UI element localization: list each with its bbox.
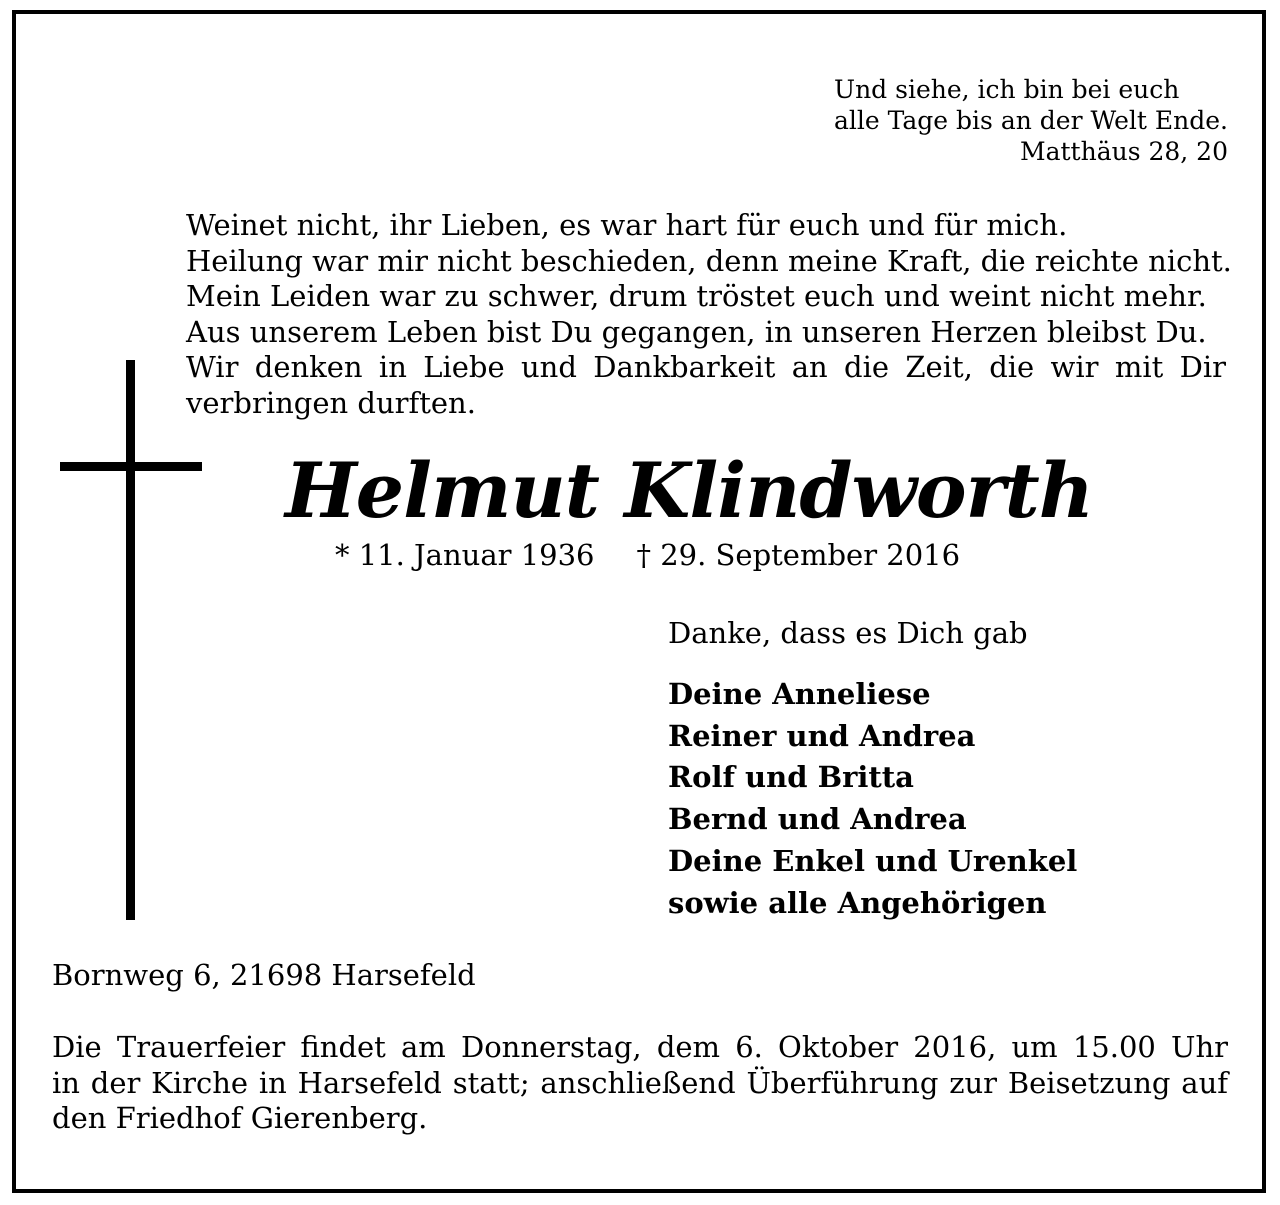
verse-reference: Matthäus 28, 20 <box>1020 137 1228 166</box>
service-line: in der Kirche in Harsefeld statt; anschließend Überführung zur Beisetzung auf <box>52 1065 1228 1100</box>
funeral-service-info <box>52 1030 1228 1137</box>
cross-icon-bar <box>60 462 202 471</box>
verse-line: Und siehe, ich bin bei euch <box>834 75 1180 104</box>
verse-line: alle Tage bis an der Welt Ende. <box>834 106 1228 135</box>
service-line: den Friedhof Gierenberg. <box>52 1101 428 1135</box>
death-date: † 29. September 2016 <box>636 538 961 572</box>
poem-line: Mein Leiden war zu schwer, drum tröstet euch und weint nicht mehr. <box>186 279 1207 313</box>
thanks-line: Danke, dass es Dich gab <box>668 616 1028 650</box>
bible-verse <box>834 74 1228 167</box>
poem-line: Aus unserem Leben bist Du gegangen, in unseren Herzen bleibst Du. <box>186 314 1207 349</box>
deceased-name: Helmut Klindworth <box>285 446 1093 535</box>
poem <box>186 208 1232 421</box>
notice-border <box>12 10 1266 1193</box>
family-list <box>668 674 1077 924</box>
address: Bornweg 6, 21698 Harsefeld <box>52 958 476 992</box>
service-line: Die Trauerfeier findet am Donnerstag, dem 6. Oktober 2016, um 15.00 Uhr <box>52 1030 1228 1064</box>
poem-line: Weinet nicht, ihr Lieben, es war hart für euch und für mich. <box>186 208 1068 242</box>
family-member: Bernd und Andrea <box>668 802 967 837</box>
family-member: Deine Anneliese <box>668 677 931 711</box>
poem-line: Heilung war mir nicht beschieden, denn meine Kraft, die reichte nicht. <box>186 243 1232 278</box>
birth-date: * 11. Januar 1936 <box>335 538 595 572</box>
life-dates <box>335 538 960 572</box>
family-member: sowie alle Angehörigen <box>668 885 1047 920</box>
poem-line: Wir denken in Liebe und Dankbarkeit an die Zeit, die wir mit Dir <box>186 350 1226 384</box>
cross-icon <box>126 360 135 920</box>
family-member: Rolf und Britta <box>668 760 914 795</box>
family-member: Deine Enkel und Urenkel <box>668 843 1078 878</box>
poem-line: verbringen durften. <box>186 385 476 420</box>
family-member: Reiner und Andrea <box>668 718 976 753</box>
